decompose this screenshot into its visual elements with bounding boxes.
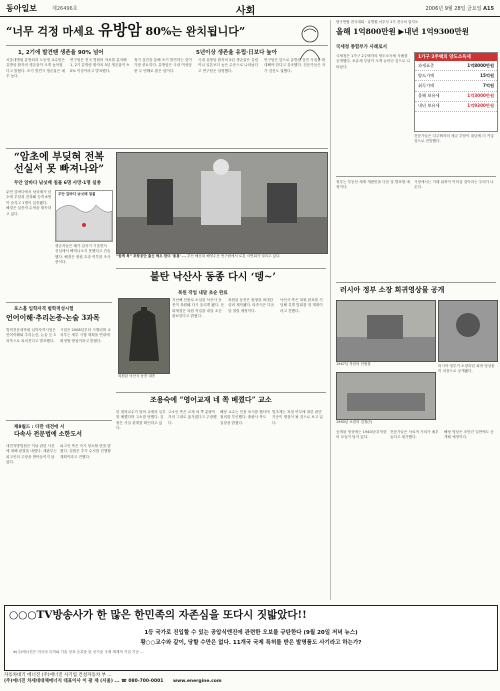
divider <box>6 148 328 149</box>
tax-row-value: 15억원 <box>480 72 494 78</box>
robot-demo-photo-icon <box>117 153 327 253</box>
ad-headline: ○○○TV방송사가 한 많은 한민족의 자존심을 또다시 짓밟았다!! <box>9 609 307 621</box>
footer-url[interactable]: www.energine.com <box>172 679 222 684</box>
tax-row-value: 1억9300만원 <box>467 103 494 109</box>
divider <box>6 302 112 303</box>
tax-row-label: 과세표준 <box>418 62 435 68</box>
bell-caption: 복원된 낙산사 동종 대종 <box>118 374 156 378</box>
russia-photo-3 <box>336 372 436 420</box>
story2-body-col1: 무안 앞바다에서 낚싯배가 암초에 부딪혀 전복돼 승객 6명이 숨지고 1명이 실종됐다. 해경은 실종자 수색을 계속하고 있다. <box>6 190 52 216</box>
advertisement <box>4 605 498 671</box>
main-photo-caption: “함께 북” 포항공단 출신 해오 한미 '통통' ... 부산 해운대 해양수산 연구원에서 로봇 시연회가 열리고 있다. <box>116 254 281 258</box>
right-body-col3: 정부는 부동산 세제 개편안을 다음 달 발표할 예정이다. <box>336 180 410 190</box>
archive-photo-icon <box>439 301 497 361</box>
tax-row-label: 올해 보유세 <box>418 93 440 99</box>
tax-row-label: 양도가액 <box>418 72 435 78</box>
ad-footer <box>4 672 496 688</box>
divider <box>116 268 326 269</box>
fire-story-body-col3: 낙산사 측은 복원 완료를 기념해 특별 법회를 열 계획이라고 전했다. <box>280 298 323 313</box>
lead-body-col2: 연구팀은 전국 병원의 자료를 분석해 1, 2기 유방암 환자의 5년 생존율이 90% 이상이라고 발표했다. <box>70 58 129 73</box>
column-divider <box>330 20 331 600</box>
story2-subhead: 무안 앞바다 낚싯배 침몰 6명 사망·1명 실종 <box>14 181 101 186</box>
tax-chart-box <box>414 52 498 132</box>
lead-body-col3: 정기 검진을 통해 조기 발견하는 것이 가장 중요하다. 유방암은 국내 여성암 중 두 번째로 많은 암이다. <box>134 58 192 73</box>
tax-row-value: 1억8000만원 <box>467 62 494 68</box>
tax-chart-title: 1가구 2주택의 양도소득세 <box>415 53 497 61</box>
jo-body-col4: 법조계는 표절 여부에 대한 판단 기준이 쟁점이 될 것으로 보고 있다. <box>272 410 323 425</box>
tax-chart-rows <box>415 61 497 112</box>
bell-photo <box>118 298 170 374</box>
ad-fine-print: ※(주)에너진은 미국의 특허와 기술 상표 등록을 된 신기술 국제 세계적 기업 기준 ... <box>13 650 144 654</box>
divider <box>336 176 496 177</box>
ad-line-1: 1등 국가로 진입할 수 있는 공압식엔진에 관련한 오보를 규탄한다 (9월 20일 저녁 뉴스) <box>144 630 358 636</box>
russia-caption-1: 1947년 북한의 단원물 <box>336 362 371 366</box>
lead-body-col4: 국내 유방암 환자의 5년 생존율은 유럽이나 일본보다 높은 수준으로 나타났다고 연구팀은 설명했다. <box>198 58 259 73</box>
story3-body-col2: 시험은 2008년부터 시행되며 교육부는 세부 시행 계획을 연내에 확정할 방침이라고 밝혔다. <box>60 328 111 343</box>
russia-body-2: 공개된 영상에는 1940년대 북한의 모습이 담겨 있다. <box>336 430 387 440</box>
divider <box>6 420 112 421</box>
fire-story-body-col1: 지난해 산불로 소실된 낙산사 동종이 복원돼 다시 울리게 됐다. 문화재청은 복원 작업을 내달 초순 완료한다고 밝혔다. <box>172 298 224 319</box>
cartoon-illustration <box>290 22 332 62</box>
issue-number: 제26496호 <box>52 6 78 12</box>
russia-body-3: 전문가들은 사료적 가치가 매우 높다고 평가했다. <box>390 430 439 440</box>
russia-caption-2: 1950년 소련의 검정(?) <box>336 420 373 424</box>
fire-story-body-col2: 복원된 동종은 원형을 최대한 살려 제작됐다. 타종식은 다음 달 열릴 예정이다. <box>228 298 275 313</box>
tax-row-value: 1억3000만원 <box>467 93 494 99</box>
footer-line-2: (주)에너진 차세대대체에너지 대표이사 이 광 재 (서울) ... ☎ 080-700-0001 www.energine.com <box>4 679 222 684</box>
small-story-headline: 다속사 전문법에 소한도서 <box>14 431 82 438</box>
coastline-map-icon <box>56 191 112 241</box>
temple-bell-icon <box>119 299 169 373</box>
story3-headline: 언어이해·추리논증-논술 3과목 <box>6 313 100 322</box>
section-title: 사회 <box>236 6 256 17</box>
lead-body-col5: 연구팀은 앞으로 유방암 검진 사업을 확대해야 한다고 강조했다. 전문가들은 자가 검진도 권했다. <box>264 58 326 73</box>
main-photo <box>116 152 328 254</box>
tax-row <box>415 92 497 102</box>
footer-phone: 080-700-0001 <box>128 679 164 684</box>
divider <box>336 282 496 283</box>
archive-photo-icon <box>337 373 435 419</box>
right-body-col1: 국세청은 1가구 2주택자의 양도소득세 사례를 공개했다. 보유세 부담이 크게 늘어난 것으로 나타났다. <box>336 54 410 69</box>
tax-row <box>415 102 497 112</box>
tax-row-value: 7억원 <box>482 82 494 88</box>
footer-line-1: 자동차대기 에너진 (주)에너진 사기업 건설자동차 부 ... <box>4 673 112 678</box>
tax-row-label: 내년 보유세 <box>418 103 440 109</box>
russia-headline: 러시아 정부 소장 희귀영상물 공개 <box>340 285 445 294</box>
archive-photo-icon <box>337 301 435 361</box>
lead-headline: “너무 걱정 마세요 유방암 80%는 완치됩니다” <box>6 21 246 39</box>
right-body-col2: 전문가들은 다주택자의 세금 부담이 내년에 더 커질 것으로 전망했다. <box>414 134 494 144</box>
accident-map <box>55 190 113 242</box>
jo-body-col3: 해당 교수는 인용 표시를 했다며 혐의를 부인했다. 출판사 측도 입장을 밝혔다. <box>220 410 270 425</box>
tax-row <box>415 71 497 81</box>
right-subhead: 국세청 종합부가 사례로서 <box>336 45 387 50</box>
russia-body-4: 해당 영상은 조만간 일반에도 공개될 예정이다. <box>444 430 494 440</box>
right-body-col4: 시장에서는 거래 위축이 이어질 것이라는 우려가 나온다. <box>414 180 494 190</box>
tax-row <box>415 81 497 91</box>
russia-photo-2 <box>438 300 498 362</box>
newspaper-logo: 동아일보 <box>6 3 37 13</box>
lead-subhead-2: 5년이상 생존율 유럽·日보다 높아 <box>196 50 277 56</box>
small-story-body-col2: 피고인 측은 즉시 항소할 뜻을 밝혔다. 검찰은 추가 수사를 진행할 계획이라고 전했다. <box>60 444 111 459</box>
tax-row-label: 취득가액 <box>418 82 435 88</box>
lead-body-col1: 서울대병원 유방외과 노동영 교수팀은 유방암 환자의 생존율이 크게 높아졌다고 밝혔다. 조기 발견시 생존율은 매우 높다. <box>6 58 65 79</box>
fire-story-subhead: 복원 작업 내달 초순 완료 <box>178 291 228 296</box>
divider <box>116 392 326 393</box>
right-headline: 올해 1억800만원 ▶내년 1억9300만원 <box>336 27 470 36</box>
tax-row <box>415 61 497 71</box>
story3-body-col1: 법학전문대학원 입학자격시험은 언어이해와 추리논증, 논술 등 3과목으로 치러진다고 발표했다. <box>6 328 56 343</box>
jo-body-col2: 고소인 측은 교재 네 쪽 분량이 거의 그대로 옮겨졌다고 주장했다. <box>168 410 217 425</box>
doctor-cartoon-icon <box>290 22 332 62</box>
jo-body-col1: 한 대학교수가 영어 교재의 일부를 베꼈다며 고소를 당했다. 검찰은 사실 관계를 확인하고 있다. <box>116 410 166 431</box>
russia-body-1: 러시아 정부가 소장하던 희귀 영상물이 처음으로 공개됐다. <box>438 364 495 374</box>
story3-kicker: 포스홀 입학자격 범학적성시험 <box>14 307 74 312</box>
story2-body-col2: 생존자들은 배가 갑자기 기울면서 선실에서 빠져나오지 못했다고 진술했다. 해경은 정원 초과 여부를 조사 중이다. <box>55 244 111 265</box>
lead-subhead-1: 1, 2기에 발견땐 생존율 90% 넘어 <box>18 50 104 56</box>
story2-headline: “암초에 부딪혀 전복 선실서 못 빠져나와” <box>14 152 104 175</box>
masthead <box>0 0 500 17</box>
ad-line-2: 황○○교수와 같이, 당할 수만은 없다. 11개국 국제 특허를 받은 발명품도 사기라고 하는가? <box>140 640 362 646</box>
jo-column-headline: 조용숙에 “영어교재 네 쪽 베꼈다” 교소 <box>150 395 272 404</box>
russia-photo-1 <box>336 300 436 362</box>
small-story-body-col1: 대전지방법원은 이날 관련 사건에 대해 판결을 내렸다. 재판부는 피고인의 주장을 받아들이지 않았다. <box>6 444 57 465</box>
divider <box>6 45 328 46</box>
right-notice: 당구연합 전국대회 · 유명원 서부사 1기 전국처 업지오 <box>336 20 419 24</box>
issue-date: 2006년 9월 28일 금요일 A15 <box>425 6 494 12</box>
small-story-kicker: 제8월드 : 다만 대전에 서 <box>14 425 65 430</box>
map-label: 무안 앞바다 낚싯배 침몰 <box>58 192 96 196</box>
fire-story-headline: 불탄 낙산사 동종 다시 ‘뎅~’ <box>150 272 276 283</box>
